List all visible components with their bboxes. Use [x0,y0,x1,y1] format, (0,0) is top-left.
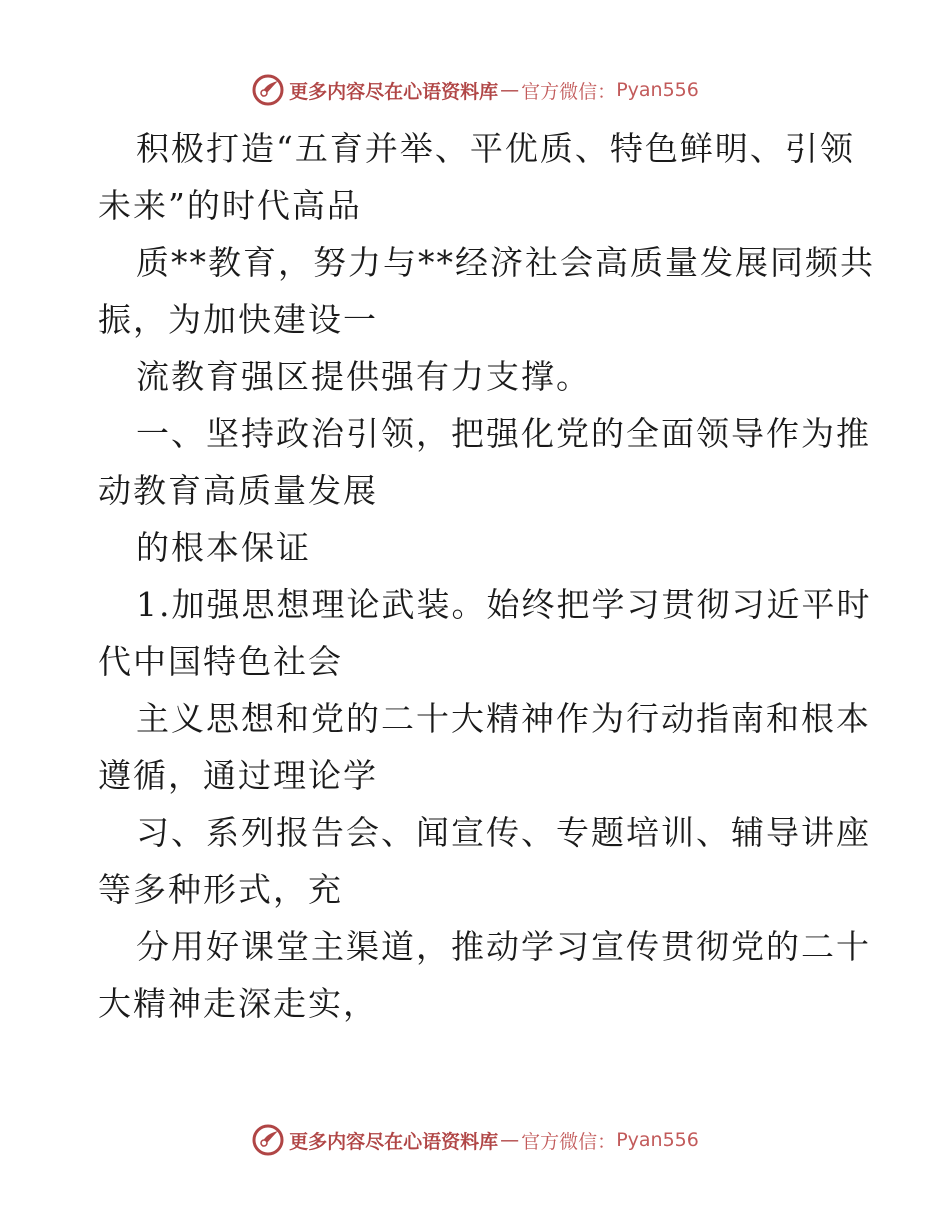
paragraph-line: 分用好课堂主渠道，推动学习宣传贯彻党的二十 [136,927,871,966]
paragraph [98,576,872,690]
paragraph-line: 一、坚持政治引领，把强化党的全面领导作为推 [136,414,871,453]
section-heading-continued [98,519,858,576]
paragraph-line: 代中国特色社会 [98,642,343,681]
brand-logo-icon [251,73,285,107]
paragraph [98,804,871,918]
paragraph-line: 的根本保证 [136,528,311,567]
watermark-header [0,70,950,110]
paragraph [98,690,871,804]
watermark-main-text: 更多内容尽在心语资料库 [289,80,499,103]
watermark-id: Pyan556 [616,1129,699,1151]
paragraph-line: 1.加强思想理论武装。始终把学习贯彻习近平时 [136,585,872,624]
watermark-sub-text: 官方微信： [521,80,617,103]
watermark-footer [0,1120,950,1160]
watermark-main-text: 更多内容尽在心语资料库 [289,1130,499,1153]
document-body [98,120,875,1032]
paragraph-line: 流教育强区提供强有力支撑。 [136,357,591,396]
paragraph-line: 质**教育，努力与**经济社会高质量发展同频共 [136,243,875,282]
watermark-id: Pyan556 [616,79,699,101]
watermark-dash: — [500,1129,520,1151]
brand-logo-icon [251,1123,285,1157]
watermark-sub-text: 官方微信： [521,1130,617,1153]
paragraph-line: 未来”的时代高品 [98,186,362,225]
paragraph-line: 遵循，通过理论学 [98,756,378,795]
paragraph-line: 大精神走深走实， [98,984,378,1023]
paragraph-line: 习、系列报告会、闻宣传、专题培训、辅导讲座 [136,813,871,852]
watermark-dash: — [500,79,520,101]
paragraph [98,348,858,405]
paragraph-line: 主义思想和党的二十大精神作为行动指南和根本 [136,699,871,738]
paragraph-line: 动教育高质量发展 [98,471,378,510]
paragraph [98,120,858,234]
paragraph-line: 振，为加快建设一 [98,300,378,339]
section-heading [98,405,871,519]
paragraph-line: 等多种形式，充 [98,870,343,909]
paragraph-line: 积极打造“五育并举、平优质、特色鲜明、引领 [136,129,855,168]
paragraph [98,918,871,1032]
paragraph [98,234,875,348]
